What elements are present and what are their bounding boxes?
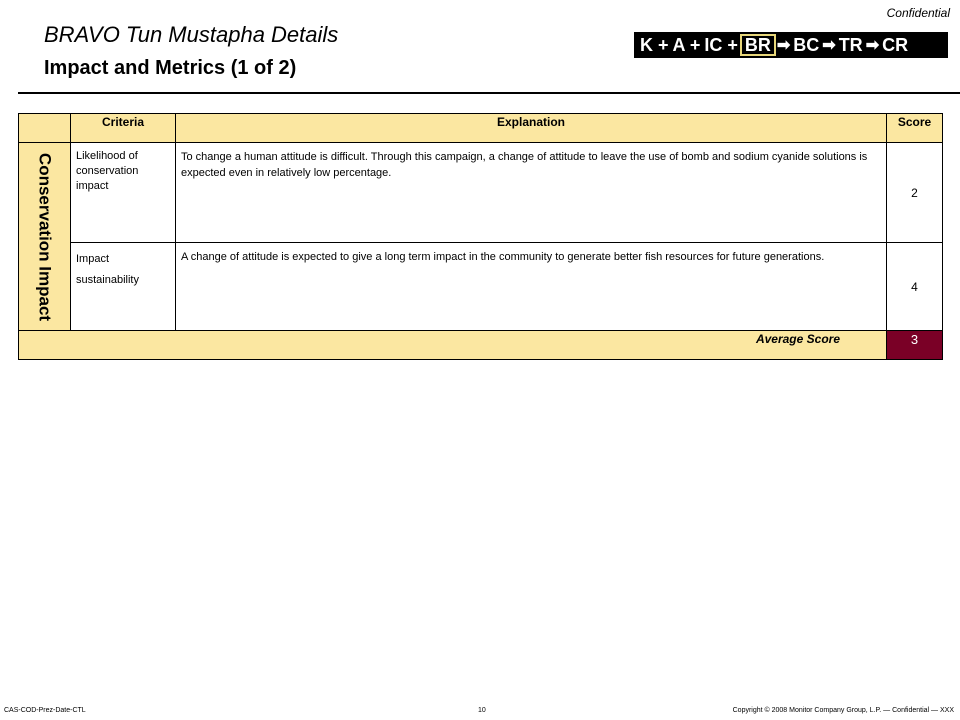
logo-part: BC [793, 34, 820, 55]
logo-part: K + [640, 34, 669, 55]
average-value: 3 [887, 331, 943, 360]
criteria-cell: Impact sustainability [71, 243, 176, 331]
average-label: Average Score [19, 331, 887, 360]
logo-part: CR [882, 34, 909, 55]
page-number: 10 [478, 707, 486, 714]
copyright: Copyright © 2008 Monitor Company Group, L.P. — Confidential — XXX [732, 707, 954, 714]
table-header-row [19, 114, 943, 143]
table-row [19, 243, 943, 331]
arrow-icon: ➡ [865, 37, 880, 54]
logo-part-highlight: BR [740, 34, 776, 56]
page-title: BRAVO Tun Mustapha Details [44, 22, 339, 47]
footer-doc-id: CAS-COD-Prez-Date-CTL [4, 707, 86, 714]
explanation-cell: A change of attitude is expected to give a long term impact in the community to generate better fish resources for future generations. [176, 243, 887, 331]
average-row [19, 331, 943, 360]
score-cell: 4 [887, 243, 943, 331]
column-header: Criteria [71, 114, 176, 143]
logo-part: IC + [704, 34, 738, 55]
column-header: Score [887, 114, 943, 143]
explanation-cell: To change a human attitude is difficult. Through this campaign, a change of attitude to leave the use of bomb and sodium cyanide solutions is expected even in relatively low percentage. [176, 143, 887, 243]
confidential-label: Confidential [886, 6, 950, 20]
category-cell [19, 143, 71, 331]
logo [634, 32, 948, 58]
logo-part: TR [838, 34, 863, 55]
column-header: Explanation [176, 114, 887, 143]
score-cell: 2 [887, 143, 943, 243]
category-label: Conservation Impact [35, 152, 54, 321]
table-row [19, 143, 943, 243]
arrow-icon: ➡ [776, 37, 791, 54]
arrow-icon: ➡ [822, 37, 836, 54]
page-subtitle: Impact and Metrics (1 of 2) [44, 57, 297, 79]
criteria-cell: Likelihood of conservation impact [71, 143, 176, 243]
logo-part: A + [672, 34, 701, 55]
title-rule [18, 92, 960, 94]
header-blank [19, 114, 71, 143]
metrics-table [18, 113, 943, 360]
